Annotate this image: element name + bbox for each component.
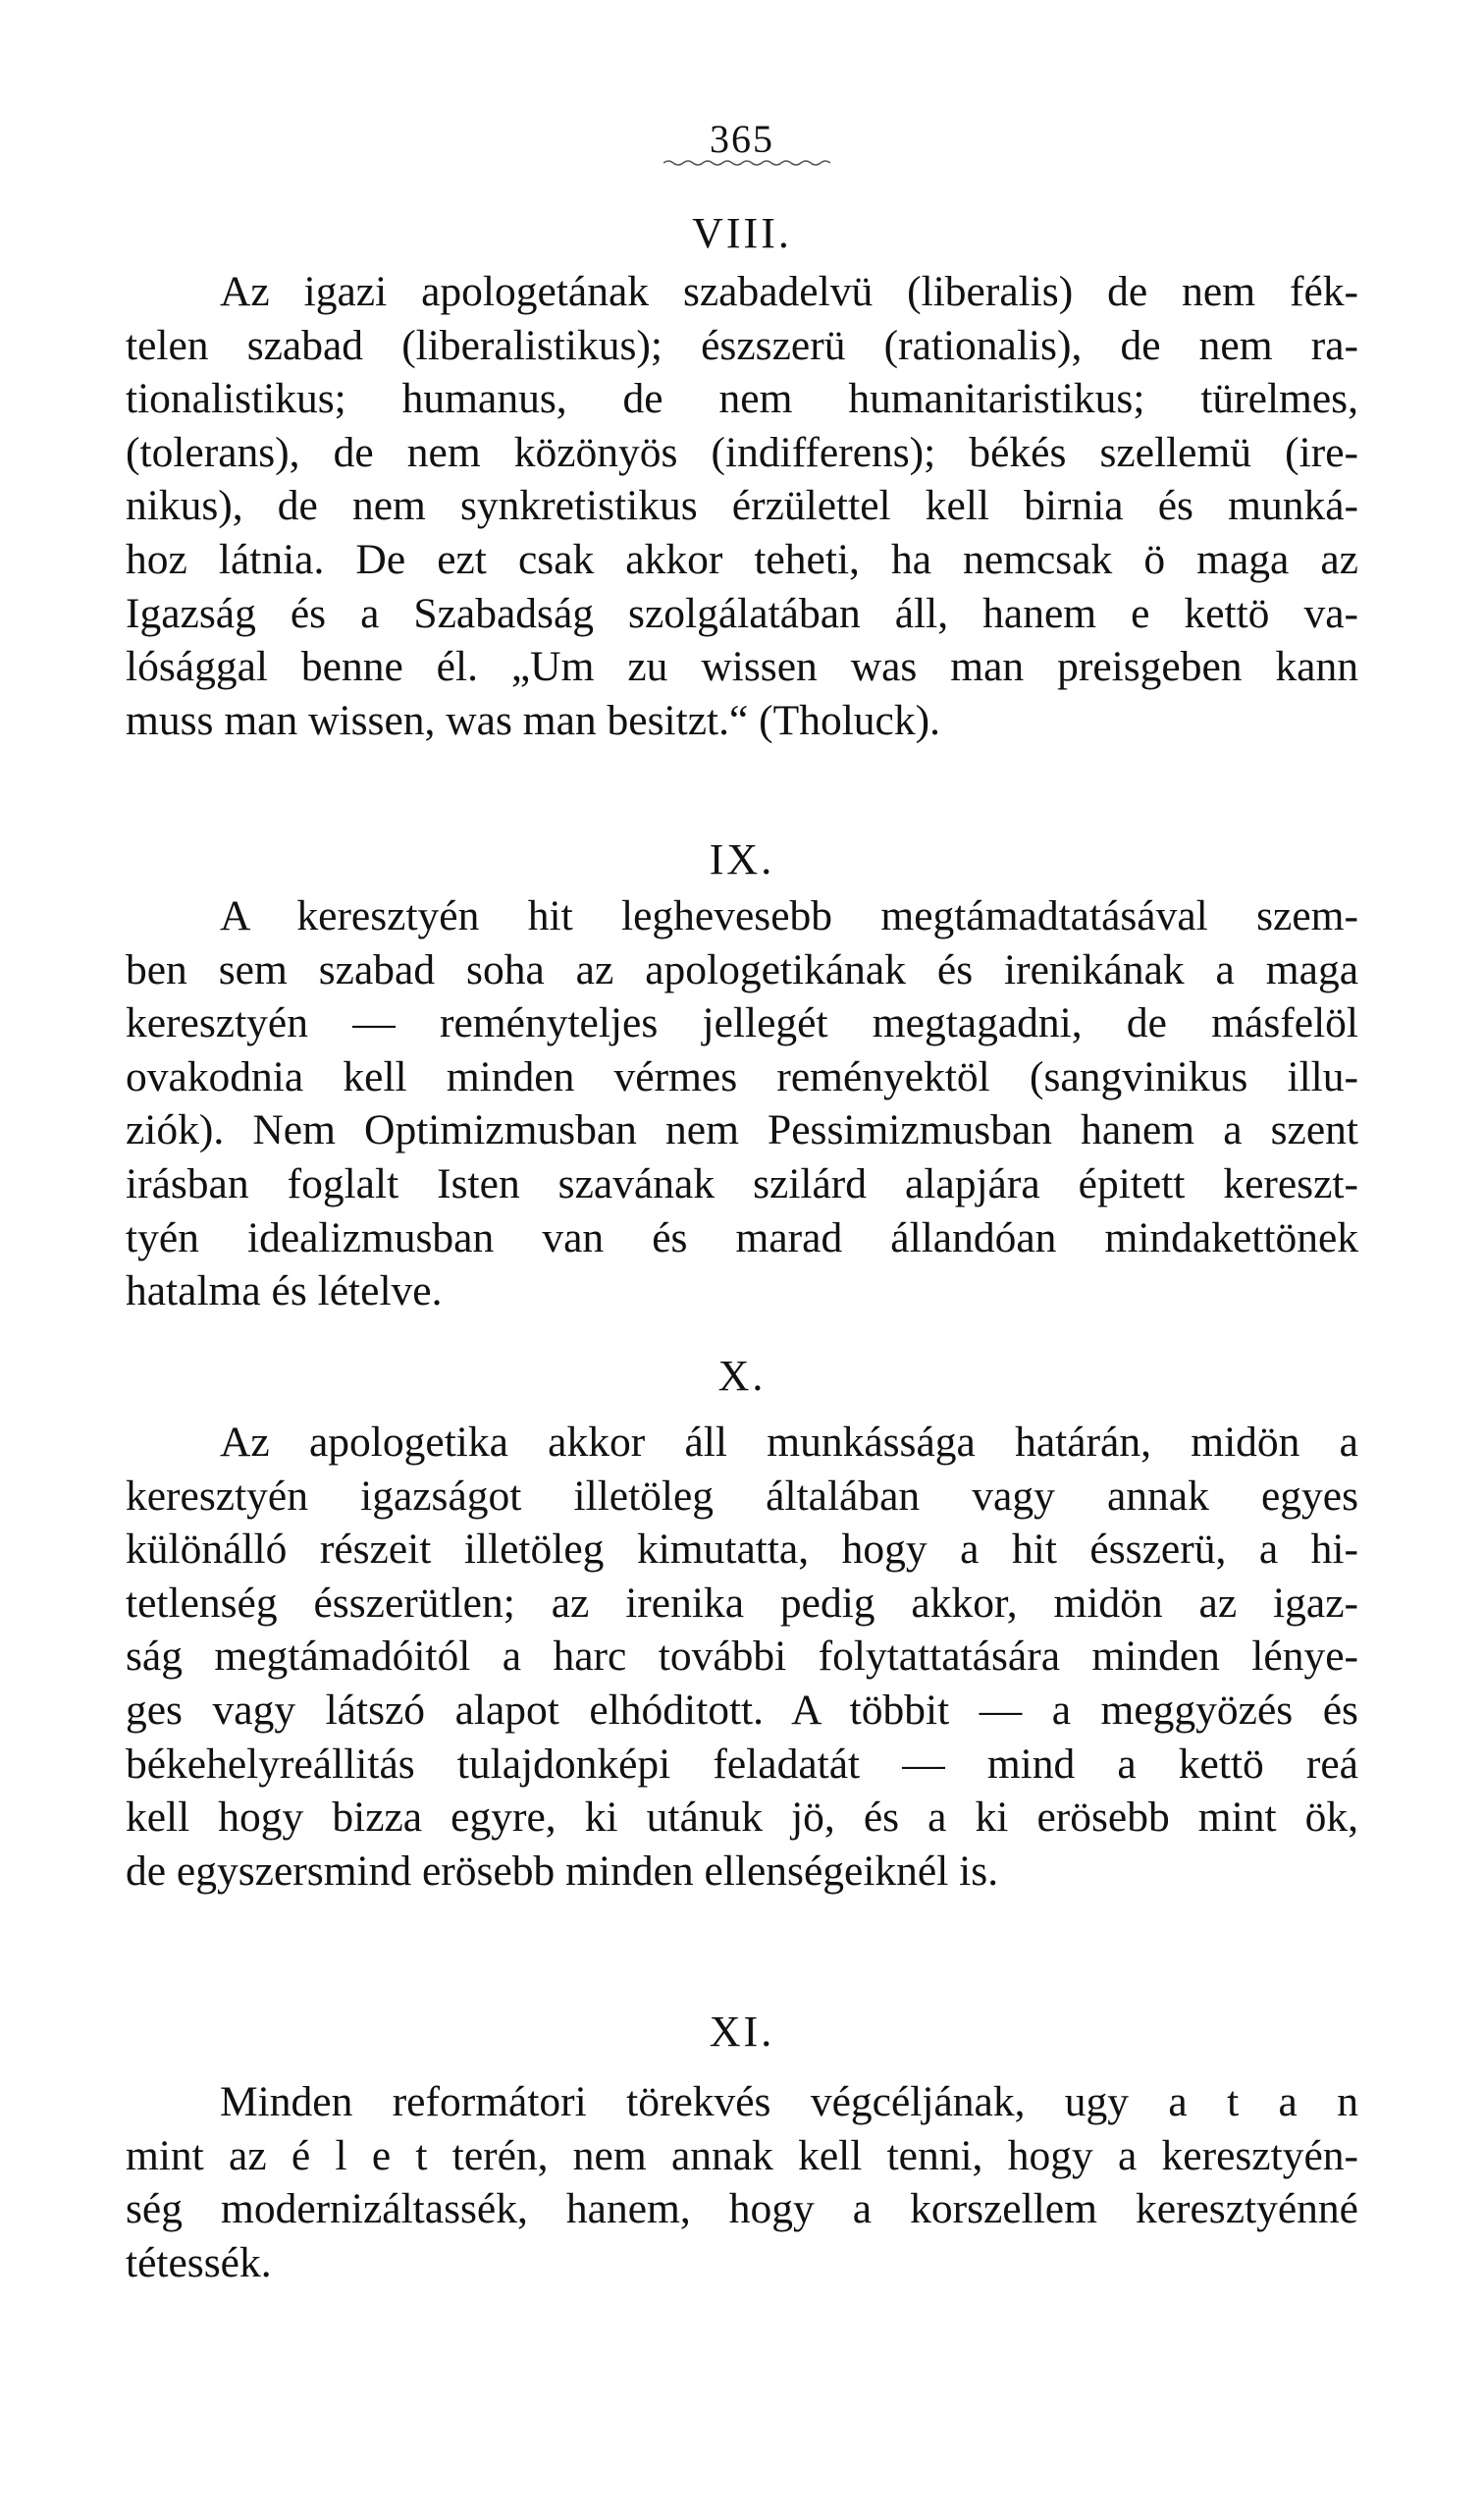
text-line: ság megtámadóitól a harc további folytattatására minden lénye- — [126, 1633, 1358, 1681]
text-line: ovakodnia kell minden vérmes reményektöl (sangvinikus illu- — [126, 1052, 1358, 1100]
text-line: tétessék. — [126, 2238, 272, 2286]
text-line: keresztyén igazságot illetöleg általában vagy annak egyes — [126, 1472, 1358, 1520]
section-heading-xi: XI. — [709, 2008, 775, 2056]
text-line: ges vagy látszó alapot elhóditott. A többit — a meggyözés és — [126, 1686, 1358, 1734]
text-line: tetlenség ésszerütlen; az irenika pedig akkor, midön az igaz- — [126, 1579, 1358, 1627]
text-line: (tolerans), de nem közönyös (indifferens); békés szellemü (ire- — [126, 428, 1358, 476]
text-line: hoz látnia. De ezt csak akkor teheti, ha nemcsak ö maga az — [126, 535, 1358, 583]
section-ix-paragraph — [126, 889, 1358, 1318]
text-line: nikus), de nem synkretistikus érzülettel kell birnia és munká- — [126, 482, 1358, 530]
text-line: telen szabad (liberalistikus); észszerü (rationalis), de nem ra- — [126, 321, 1358, 369]
section-xi-paragraph — [126, 2075, 1358, 2289]
text-line: Az igazi apologetának szabadelvü (liberalis) de nem fék- — [220, 268, 1358, 315]
text-line: hatalma és lételve. — [126, 1267, 443, 1315]
text-line: kell hogy bizza egyre, ki utánuk jö, és a ki erösebb mint ök, — [126, 1794, 1358, 1842]
section-heading-x: X. — [717, 1352, 767, 1400]
page-number: 365 — [710, 117, 774, 161]
section-viii-paragraph — [126, 265, 1358, 747]
text-line: lósággal benne él. „Um zu wissen was man preisgeben kann — [126, 643, 1358, 691]
section-heading-ix: IX. — [709, 835, 775, 884]
text-line: Az apologetika akkor áll munkássága határán, midön a — [220, 1419, 1358, 1466]
text-line: békehelyreállitás tulajdonképi feladatát — mind a kettö reá — [126, 1740, 1358, 1788]
text-line: A keresztyén hit leghevesebb megtámadtatásával szem- — [220, 892, 1358, 939]
section-heading-viii: VIII. — [692, 209, 792, 257]
text-line: muss man wissen, was man besitzt.“ (Tholuck). — [126, 696, 940, 744]
text-line: ség modernizáltassék, hanem, hogy a korszellem keresztyénné — [126, 2185, 1358, 2233]
decorative-rule — [663, 159, 830, 167]
text-line: ben sem szabad soha az apologetikának és irenikának a maga — [126, 945, 1358, 993]
text-line: irásban foglalt Isten szavának szilárd alapjára épitett kereszt- — [126, 1159, 1358, 1207]
text-line: ziók). Nem Optimizmusban nem Pessimizmusban hanem a szent — [126, 1106, 1358, 1154]
text-line: Igazság és a Szabadság szolgálatában áll, hanem e kettö va- — [126, 589, 1358, 637]
text-line: Minden reformátori törekvés végcéljának, ugy a t a n — [220, 2078, 1358, 2125]
text-line: különálló részeit illetöleg kimutatta, hogy a hit ésszerü, a hi- — [126, 1526, 1358, 1574]
section-x-paragraph — [126, 1416, 1358, 1898]
text-line: tyén idealizmusban van és marad állandóan mindakettönek — [126, 1213, 1358, 1261]
text-line: keresztyén — reményteljes jellegét megtagadni, de másfelöl — [126, 999, 1358, 1047]
text-line: mint az é l e t terén, nem annak kell tenni, hogy a keresztyén- — [126, 2131, 1358, 2179]
text-line: de egyszersmind erösebb minden ellenségeiknél is. — [126, 1847, 999, 1895]
text-line: tionalistikus; humanus, de nem humanitaristikus; türelmes, — [126, 375, 1358, 423]
